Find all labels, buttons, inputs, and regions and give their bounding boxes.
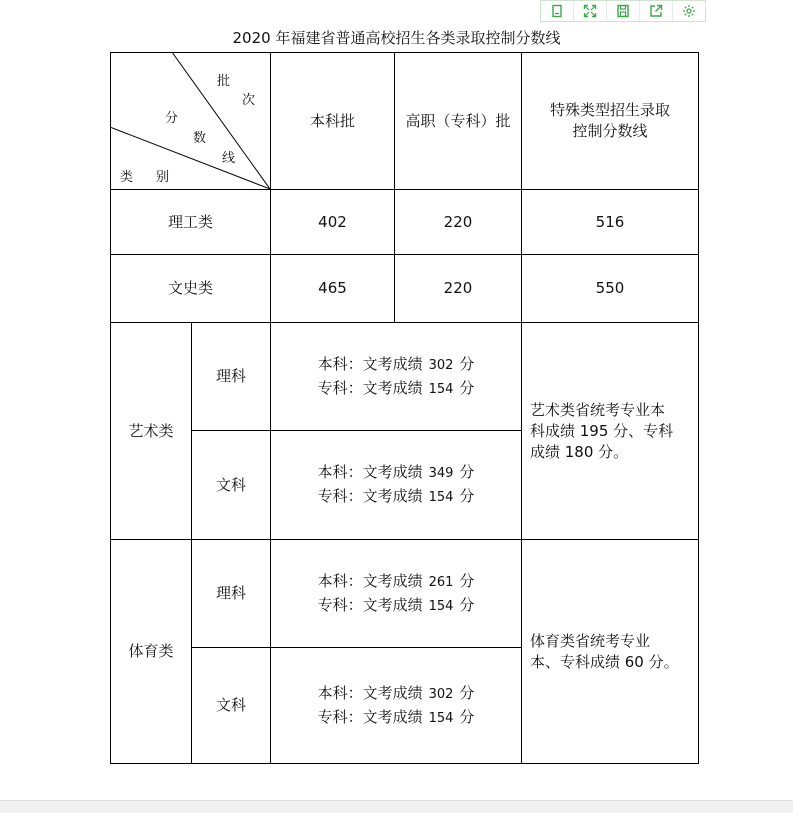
diag-label-score-1: 分 bbox=[165, 111, 179, 126]
art-wen-zhuanke-line: 专科：文考成绩 154 分 bbox=[317, 487, 475, 505]
subject-cell-pe-li: 理科 bbox=[192, 540, 271, 648]
pe-wen-benke-line: 本科：文考成绩 302 分 bbox=[317, 683, 475, 702]
score-table bbox=[110, 52, 699, 764]
table-row-wenshi bbox=[111, 255, 699, 323]
pe-li-scores bbox=[271, 540, 522, 648]
table-row-ligong bbox=[111, 190, 699, 255]
open-external-button[interactable] bbox=[640, 1, 673, 21]
art-li-zhuanke-line: 专科：文考成绩 154 分 bbox=[317, 378, 475, 397]
subject-cell-art-wen: 文科 bbox=[192, 431, 271, 540]
document-title: 2020 年福建省普通高校招生各类录取控制分数线 bbox=[232, 29, 561, 47]
col-header-special-line-1: 特殊类型招生录取 bbox=[549, 101, 670, 119]
horizontal-scrollbar[interactable] bbox=[0, 800, 793, 813]
fullscreen-icon bbox=[583, 4, 597, 18]
pe-li-zhuanke-line: 专科：文考成绩 154 分 bbox=[317, 595, 475, 614]
diagonal-lines bbox=[111, 53, 270, 189]
diag-label-score-3: 线 bbox=[222, 151, 236, 166]
header-row bbox=[111, 53, 699, 190]
page-view-button[interactable] bbox=[541, 1, 574, 21]
col-header-special-line-2: 控制分数线 bbox=[572, 122, 648, 140]
special-score-cell: 550 bbox=[522, 255, 699, 323]
art-wen-scores bbox=[271, 431, 522, 540]
diag-label-category-1: 类 bbox=[120, 170, 134, 185]
pe-note-cell: 体育类省统考专业 本、专科成绩 60 分。 bbox=[522, 540, 699, 764]
benke-score-cell: 402 bbox=[271, 190, 395, 255]
diag-label-score-2: 数 bbox=[193, 131, 207, 146]
settings-button[interactable] bbox=[673, 1, 705, 21]
col-header-benke: 本科批 bbox=[271, 53, 395, 190]
fullscreen-button[interactable] bbox=[574, 1, 607, 21]
pe-li-benke-line: 本科：文考成绩 261 分 bbox=[317, 571, 475, 590]
art-note-cell: 艺术类省统考专业本 科成绩 195 分、专科 成绩 180 分。 bbox=[522, 323, 699, 540]
gaozhi-score-cell: 220 bbox=[395, 190, 522, 255]
diag-label-batch-1: 批 bbox=[217, 74, 231, 89]
save-icon bbox=[616, 4, 630, 18]
col-header-gaozhi: 高职（专科）批 bbox=[395, 53, 522, 190]
diag-label-category-2: 别 bbox=[156, 170, 170, 185]
gaozhi-score-cell: 220 bbox=[395, 255, 522, 323]
save-button[interactable] bbox=[607, 1, 640, 21]
viewer-toolbar bbox=[540, 0, 706, 22]
open-external-icon bbox=[649, 4, 663, 18]
table-row-pe-li bbox=[111, 540, 699, 648]
art-li-benke-line: 本科：文考成绩 302 分 bbox=[317, 354, 475, 373]
page-icon bbox=[550, 4, 564, 18]
benke-score-cell: 465 bbox=[271, 255, 395, 323]
art-wen-benke-line: 本科：文考成绩 349 分 bbox=[317, 463, 475, 481]
category-cell: 理工类 bbox=[111, 190, 271, 255]
subject-cell-art-li: 理科 bbox=[192, 323, 271, 431]
subject-cell-pe-wen: 文科 bbox=[192, 648, 271, 764]
table-row-art-li bbox=[111, 323, 699, 431]
pe-wen-scores bbox=[271, 648, 522, 764]
pe-wen-zhuanke-line: 专科：文考成绩 154 分 bbox=[317, 707, 475, 726]
category-cell-pe: 体育类 bbox=[111, 540, 192, 764]
settings-gear-icon bbox=[682, 4, 696, 18]
diagonal-header-cell bbox=[111, 53, 271, 190]
special-score-cell: 516 bbox=[522, 190, 699, 255]
category-cell-art: 艺术类 bbox=[111, 323, 192, 540]
diag-label-batch-2: 次 bbox=[242, 93, 256, 108]
art-li-scores bbox=[271, 323, 522, 431]
col-header-special bbox=[522, 53, 699, 190]
category-cell: 文史类 bbox=[111, 255, 271, 323]
